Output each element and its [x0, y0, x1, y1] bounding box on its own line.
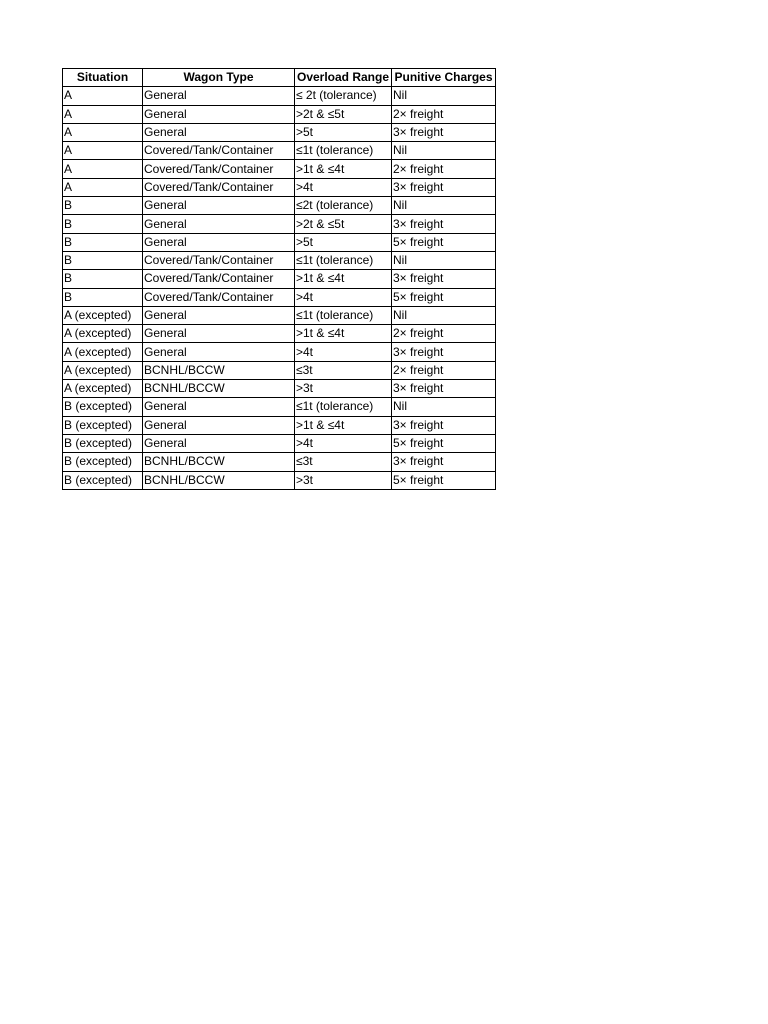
punitive-charges-cell[interactable]: Nil: [392, 398, 496, 416]
punitive-charges-cell[interactable]: 2× freight: [392, 361, 496, 379]
punitive-charges-cell[interactable]: Nil: [392, 251, 496, 269]
header-row: [63, 69, 496, 87]
situation-cell[interactable]: A: [63, 123, 143, 141]
wagon-type-cell[interactable]: Covered/Tank/Container: [143, 270, 295, 288]
punitive-charges-cell[interactable]: 2× freight: [392, 105, 496, 123]
punitive-charges-cell[interactable]: 5× freight: [392, 434, 496, 452]
wagon-type-cell[interactable]: General: [143, 105, 295, 123]
table-row: [63, 197, 496, 215]
wagon-type-cell[interactable]: General: [143, 215, 295, 233]
table-row: [63, 233, 496, 251]
wagon-type-cell[interactable]: BCNHL/BCCW: [143, 471, 295, 489]
wagon-type-cell[interactable]: Covered/Tank/Container: [143, 251, 295, 269]
situation-cell[interactable]: A (excepted): [63, 361, 143, 379]
situation-cell[interactable]: A (excepted): [63, 343, 143, 361]
table-row: [63, 471, 496, 489]
wagon-type-cell[interactable]: Covered/Tank/Container: [143, 142, 295, 160]
overload-range-cell[interactable]: ≤3t: [295, 361, 392, 379]
punitive-charges-cell[interactable]: 3× freight: [392, 270, 496, 288]
punitive-charges-cell[interactable]: 2× freight: [392, 325, 496, 343]
table-row: [63, 306, 496, 324]
wagon-type-cell[interactable]: Covered/Tank/Container: [143, 178, 295, 196]
wagon-type-cell[interactable]: General: [143, 197, 295, 215]
punitive-charges-cell[interactable]: 3× freight: [392, 416, 496, 434]
wagon-type-cell[interactable]: General: [143, 325, 295, 343]
table-row: [63, 142, 496, 160]
overload-range-cell[interactable]: >5t: [295, 233, 392, 251]
overload-range-cell[interactable]: ≤ 2t (tolerance): [295, 87, 392, 105]
punitive-charges-cell[interactable]: Nil: [392, 87, 496, 105]
overload-range-cell[interactable]: ≤3t: [295, 453, 392, 471]
overload-range-cell[interactable]: ≤1t (tolerance): [295, 142, 392, 160]
situation-cell[interactable]: B (excepted): [63, 471, 143, 489]
table-row: [63, 251, 496, 269]
header-situation[interactable]: Situation: [63, 69, 143, 87]
overload-range-cell[interactable]: >1t & ≤4t: [295, 325, 392, 343]
punitive-charges-cell[interactable]: 3× freight: [392, 178, 496, 196]
table-row: [63, 325, 496, 343]
overload-range-cell[interactable]: >1t & ≤4t: [295, 416, 392, 434]
header-punitive-charges[interactable]: Punitive Charges: [392, 69, 496, 87]
overload-range-cell[interactable]: >4t: [295, 343, 392, 361]
table-row: [63, 160, 496, 178]
overload-range-cell[interactable]: ≤2t (tolerance): [295, 197, 392, 215]
wagon-type-cell[interactable]: General: [143, 343, 295, 361]
punitive-charges-cell[interactable]: Nil: [392, 306, 496, 324]
punitive-charges-cell[interactable]: Nil: [392, 197, 496, 215]
overload-range-cell[interactable]: >4t: [295, 288, 392, 306]
punitive-charges-cell[interactable]: 3× freight: [392, 123, 496, 141]
situation-cell[interactable]: A: [63, 105, 143, 123]
situation-cell[interactable]: B (excepted): [63, 398, 143, 416]
punitive-charges-cell[interactable]: 3× freight: [392, 343, 496, 361]
punitive-charges-cell[interactable]: 3× freight: [392, 215, 496, 233]
overload-range-cell[interactable]: >4t: [295, 178, 392, 196]
situation-cell[interactable]: A: [63, 142, 143, 160]
table-row: [63, 123, 496, 141]
situation-cell[interactable]: B (excepted): [63, 453, 143, 471]
wagon-type-cell[interactable]: General: [143, 434, 295, 452]
wagon-type-cell[interactable]: BCNHL/BCCW: [143, 380, 295, 398]
overload-range-cell[interactable]: >3t: [295, 471, 392, 489]
wagon-type-cell[interactable]: General: [143, 123, 295, 141]
wagon-type-cell[interactable]: BCNHL/BCCW: [143, 453, 295, 471]
table-row: [63, 270, 496, 288]
wagon-type-cell[interactable]: General: [143, 233, 295, 251]
table-row: [63, 288, 496, 306]
table-row: [63, 434, 496, 452]
punitive-charges-cell[interactable]: 5× freight: [392, 471, 496, 489]
wagon-type-cell[interactable]: Covered/Tank/Container: [143, 288, 295, 306]
punitive-charges-cell[interactable]: Nil: [392, 142, 496, 160]
wagon-type-cell[interactable]: General: [143, 398, 295, 416]
punitive-charges-cell[interactable]: 2× freight: [392, 160, 496, 178]
situation-cell[interactable]: B: [63, 288, 143, 306]
overload-range-cell[interactable]: ≤1t (tolerance): [295, 251, 392, 269]
overload-range-cell[interactable]: >5t: [295, 123, 392, 141]
overload-range-cell[interactable]: >2t & ≤5t: [295, 105, 392, 123]
situation-cell[interactable]: A: [63, 160, 143, 178]
table-row: [63, 215, 496, 233]
header-wagon-type[interactable]: Wagon Type: [143, 69, 295, 87]
situation-cell[interactable]: B: [63, 197, 143, 215]
wagon-type-cell[interactable]: Covered/Tank/Container: [143, 160, 295, 178]
table-row: [63, 178, 496, 196]
table-row: [63, 398, 496, 416]
situation-cell[interactable]: A (excepted): [63, 380, 143, 398]
table-row: [63, 416, 496, 434]
punitive-charges-table: [62, 68, 496, 490]
overload-range-cell[interactable]: >3t: [295, 380, 392, 398]
spreadsheet-area: [62, 68, 496, 490]
punitive-charges-cell[interactable]: 5× freight: [392, 288, 496, 306]
table-row: [63, 453, 496, 471]
overload-range-cell[interactable]: >4t: [295, 434, 392, 452]
header-overload-range[interactable]: Overload Range: [295, 69, 392, 87]
situation-cell[interactable]: B: [63, 251, 143, 269]
table-row: [63, 105, 496, 123]
table-row: [63, 343, 496, 361]
situation-cell[interactable]: B: [63, 270, 143, 288]
overload-range-cell[interactable]: >1t & ≤4t: [295, 270, 392, 288]
overload-range-cell[interactable]: >1t & ≤4t: [295, 160, 392, 178]
overload-range-cell[interactable]: ≤1t (tolerance): [295, 398, 392, 416]
punitive-charges-cell[interactable]: 3× freight: [392, 453, 496, 471]
situation-cell[interactable]: A (excepted): [63, 325, 143, 343]
wagon-type-cell[interactable]: General: [143, 87, 295, 105]
punitive-charges-cell[interactable]: 5× freight: [392, 233, 496, 251]
situation-cell[interactable]: A (excepted): [63, 306, 143, 324]
situation-cell[interactable]: A: [63, 87, 143, 105]
wagon-type-cell[interactable]: General: [143, 416, 295, 434]
situation-cell[interactable]: B (excepted): [63, 434, 143, 452]
situation-cell[interactable]: B: [63, 215, 143, 233]
punitive-charges-cell[interactable]: 3× freight: [392, 380, 496, 398]
table-row: [63, 87, 496, 105]
situation-cell[interactable]: A: [63, 178, 143, 196]
table-row: [63, 361, 496, 379]
wagon-type-cell[interactable]: BCNHL/BCCW: [143, 361, 295, 379]
table-body: [63, 87, 496, 490]
overload-range-cell[interactable]: ≤1t (tolerance): [295, 306, 392, 324]
table-row: [63, 380, 496, 398]
wagon-type-cell[interactable]: General: [143, 306, 295, 324]
situation-cell[interactable]: B (excepted): [63, 416, 143, 434]
overload-range-cell[interactable]: >2t & ≤5t: [295, 215, 392, 233]
situation-cell[interactable]: B: [63, 233, 143, 251]
